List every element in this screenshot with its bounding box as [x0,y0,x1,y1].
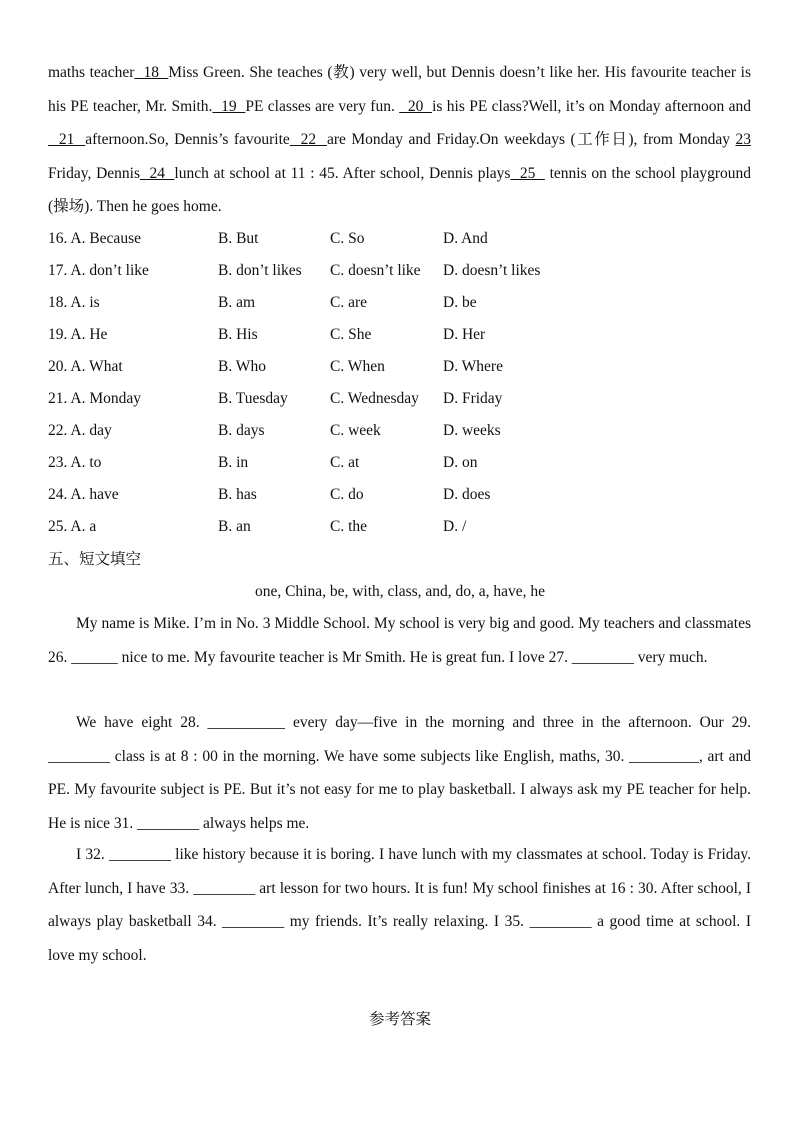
blank-20: 20 [399,97,433,115]
blank-21: 21 [48,131,86,148]
option-row-19: 19. A. He B. His C. She D. Her [48,326,486,343]
answer-key-heading: 参考答案 [368,1011,431,1028]
option-row-21: 21. A. Monday B. Tuesday C. Wednesday D. Friday [48,390,503,407]
passage-paragraph-2: We have eight 28. __________ every day—five in the morning and three in the afternoon. Our 29. ________ class is at 8 : 00 in the morning. We have some subjects like English, maths, 30. _________, art and PE. My favourite subject is PE. But it’s not easy for me to play basketball. I always ask my PE teacher for help. He is nice 31. ________ always helps me. [48,714,751,832]
blank-22: 22 [289,131,327,148]
blank-23: 23 [735,131,751,148]
option-row-17: 17. A. don’t like B. don’t likes C. doesn’t like D. doesn’t likes [48,262,541,279]
section-title: 五、短文填空 [48,551,142,568]
text-run: maths teacher [48,64,135,81]
word-bank: one, China, be, with, class, and, do, a, have, he [254,583,546,600]
text-run: are Monday and Friday.On weekdays (工作日), from Monday [327,131,736,148]
blank-18: 18 [134,64,169,81]
text-run: Friday, Dennis [48,164,140,182]
blank-25: 25 [510,164,545,182]
option-row-22: 22. A. day B. days C. week D. weeks [48,422,501,439]
option-row-18: 18. A. is B. am C. are D. be [48,294,477,311]
passage-cloze-continued [48,56,751,224]
option-row-23: 23. A. to B. in C. at D. on [48,454,478,471]
blank-19: 19 [212,97,246,115]
text-run: Miss Green. She teaches (教) very well, but Dennis doesn’t like her. His favourite teacher is his PE teacher, Mr. Smith. [48,64,751,115]
option-row-20: 20. A. What B. Who C. When D. Where [48,358,503,375]
text-run: PE classes are very fun. [245,97,400,115]
text-run: tennis on the school playground (操场). Then he goes home. [48,164,752,215]
passage-paragraph-3: I 32. ________ like history because it is boring. I have lunch with my classmates at school. Today is Friday. After lunch, I have 33. ________ art lesson for two hours. It is fun! My school finishes at 16 : 30. After school, I always play basketball 34. ________ my friends. It’s really relaxing. I 35. ________ a good time at school. I love my school. [48,846,751,964]
passage-paragraph-1: My name is Mike. I’m in No. 3 Middle School. My school is very big and good. My teachers and classmates 26. ______ nice to me. My favourite teacher is Mr Smith. He is great fun. I love 27. ________ very much. [48,615,751,666]
option-row-24: 24. A. have B. has C. do D. does [48,486,491,503]
text-run: afternoon.So, Dennis’s favourite [85,131,290,148]
option-row-25: 25. A. a B. an C. the D. / [48,518,467,535]
blank-24: 24 [139,164,175,182]
options-list [48,223,751,543]
option-row-16: 16. A. Because B. But C. So D. And [48,230,488,247]
text-run: lunch at school at 11 : 45. After school, Dennis plays [174,164,511,182]
text-run: is his PE class?Well, it’s on Monday afternoon and [432,97,752,115]
